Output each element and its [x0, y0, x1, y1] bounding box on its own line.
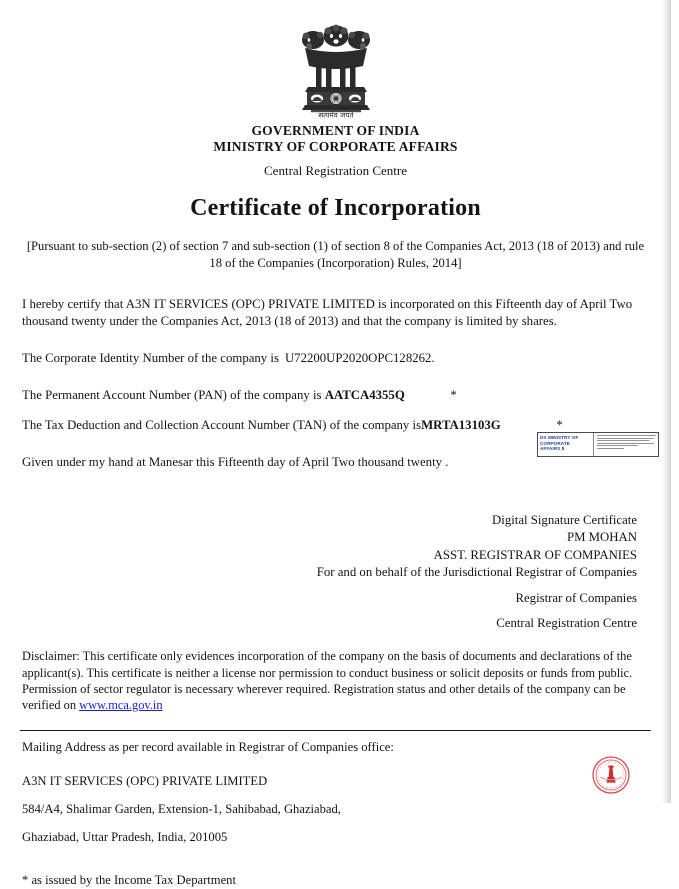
cin-value: U72200UP2020OPC128262.	[284, 351, 435, 366]
cin-label: The Corporate Identity Number of the company is	[22, 351, 279, 366]
cin-paragraph	[22, 350, 649, 367]
disclaimer-paragraph	[20, 648, 651, 713]
signature-block	[20, 512, 651, 632]
certify-paragraph: I hereby certify that A3N IT SERVICES (OPC) PRIVATE LIMITED is incorporated on this Fifteenth day of April Two thousand twenty under the Companies Act, 2013 (18 of 2013) and that the company is limited by shares.	[22, 297, 633, 329]
digital-signature-certificate-label: Digital Signature Certificate	[492, 512, 637, 527]
pan-value: AATCA4355Q	[324, 388, 405, 403]
tan-label: The Tax Deduction and Collection Account Number (TAN) of the company is	[22, 417, 422, 432]
page-edge-shadow	[662, 0, 670, 803]
mca-website-link[interactable]: www.mca.gov.in	[79, 697, 163, 712]
signature-stamp-line-1: DS MINISTRY OF	[540, 435, 579, 440]
disclaimer-text: Disclaimer: This certificate only evidences incorporation of the company on the basis of documents and declarations of the applicant(s). This certificate is neither a license nor permission to conduct business or solicit deposits or funds from public. Permission of sector regulator is necessary wherever required. Registration status and other details of the company can be verified on	[22, 649, 633, 712]
registrar-seal-stamp	[591, 755, 631, 795]
mailing-address-line-2: Ghaziabad, Uttar Pradesh, India, 201005	[22, 830, 228, 845]
mailing-company-name: A3N IT SERVICES (OPC) PRIVATE LIMITED	[22, 774, 268, 789]
emblem-container	[20, 0, 651, 123]
signature-stamp-finedetail	[593, 433, 658, 456]
signature-centre-line: Central Registration Centre	[496, 615, 637, 630]
pan-paragraph	[22, 387, 649, 404]
signature-stamp-line-2: CORPORATE AFFAIRS 8	[540, 440, 570, 452]
on-behalf-line: For and on behalf of the Jurisdictional Registrar of Companies	[316, 565, 637, 580]
mailing-address-heading: Mailing Address as per record available in Registrar of Companies office:	[22, 740, 394, 755]
signatory-name: PM MOHAN	[566, 530, 637, 545]
emblem-motto-text: सत्यमेव जयते	[317, 110, 354, 118]
tan-value: MRTA13103G	[421, 417, 501, 432]
tan-asterisk: *	[556, 417, 563, 432]
section-divider	[20, 730, 651, 731]
signatory-designation: ASST. REGISTRAR OF COMPANIES	[433, 547, 637, 562]
ministry-line: MINISTRY OF CORPORATE AFFAIRS	[213, 138, 458, 154]
ashoka-lion-capital-emblem	[293, 22, 379, 118]
government-of-india-line: GOVERNMENT OF INDIA	[251, 123, 420, 138]
registrar-of-companies-line: Registrar of Companies	[515, 590, 637, 605]
signature-stamp-text	[538, 433, 593, 456]
page-title: Certificate of Incorporation	[190, 195, 481, 221]
given-under-hand-paragraph: Given under my hand at Manesar this Fifteenth day of April Two thousand twenty .	[22, 454, 449, 469]
pursuant-clause: [Pursuant to sub-section (2) of section 7 and sub-section (1) of section 8 of the Companies Act, 2013 (18 of 2013) and rule 18 of the Companies (Incorporation) Rules, 2014]	[26, 239, 645, 271]
income-tax-footnote: * as issued by the Income Tax Department	[22, 873, 236, 888]
mailing-address-line-1: 584/A4, Shalimar Garden, Extension-1, Sahibabad, Ghaziabad,	[22, 802, 341, 817]
pan-asterisk: *	[450, 388, 457, 403]
mailing-address-section	[20, 739, 651, 846]
digital-signature-stamp-box	[537, 432, 659, 457]
central-registration-centre-line: Central Registration Centre	[264, 163, 407, 178]
pan-label: The Permanent Account Number (PAN) of the company is	[22, 388, 322, 403]
